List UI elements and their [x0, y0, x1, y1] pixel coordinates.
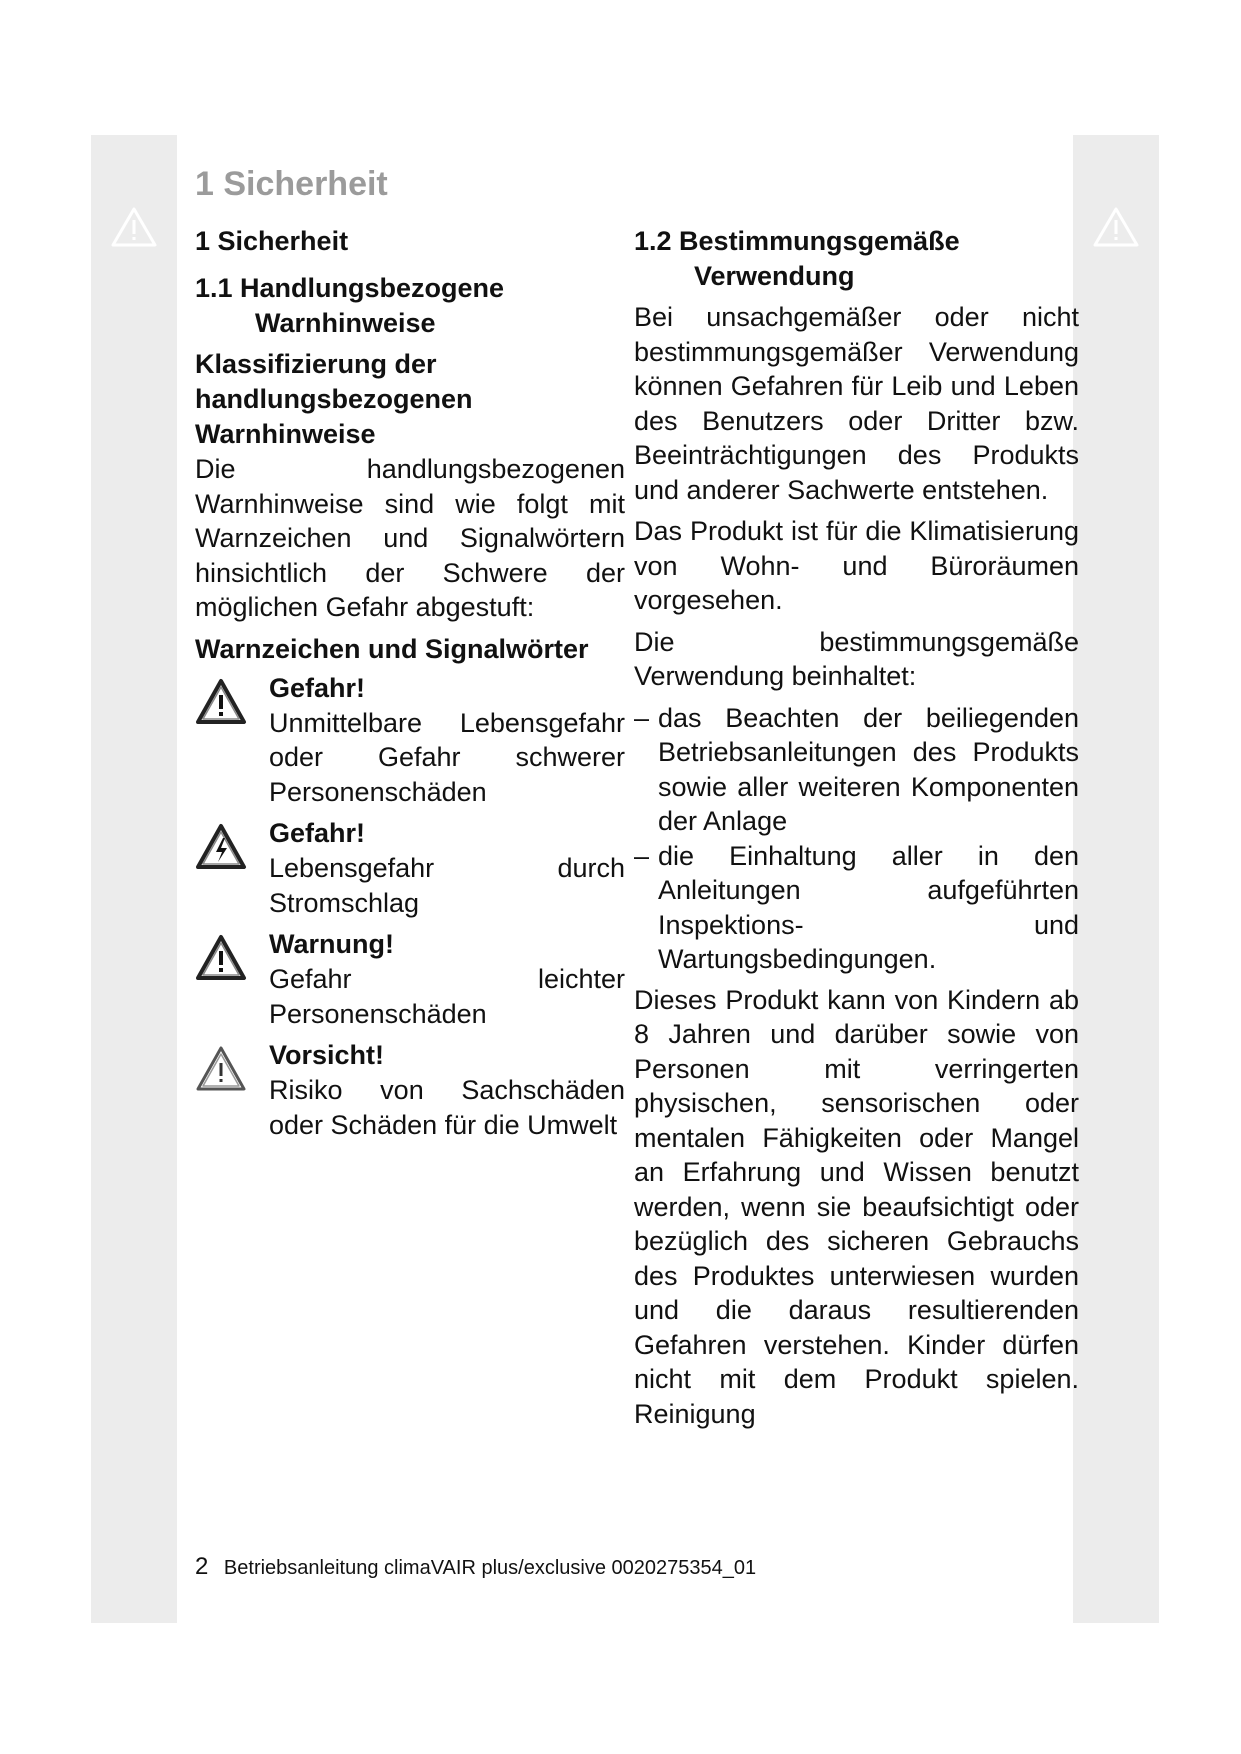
- page-footer: [195, 1553, 756, 1581]
- caution-triangle-icon: [195, 1045, 247, 1093]
- warning-text: Risiko von Sachschäden oder Schäden für die Umwelt: [269, 1075, 625, 1140]
- warning-title: Warnung!: [269, 929, 394, 959]
- warning-title: Gefahr!: [269, 672, 366, 703]
- intended-use-paragraph-1: Bei unsachgemäßer oder nicht bestimmungsgemäßer Verwendung können Gefahren für Leib und Leben des Benutzers oder Dritter bzw. Beeinträchtigungen des Produkts und anderer Sachwerte entstehen.: [634, 302, 1079, 505]
- intended-use-paragraph-2: Das Produkt ist für die Klimatisierung von Wohn- und Büroräumen vorgesehen.: [634, 516, 1079, 615]
- intended-use-paragraph-3: Die bestimmungsgemäße Verwendung beinhaltet:: [634, 626, 1079, 691]
- classification-text: Die handlungsbezogenen Warnhinweise sind wie folgt mit Warnzeichen und Signalwörtern hinsichtlich der Schwere der möglichen Gefahr abgestuft:: [195, 454, 625, 622]
- warning-triangle-icon: [1092, 205, 1140, 249]
- right-column: [634, 224, 1079, 1438]
- warning-item: [195, 671, 625, 810]
- signals-heading: Warnzeichen und Signalwörter: [195, 633, 589, 664]
- warning-text: Lebensgefahr durch Stromschlag: [269, 853, 625, 918]
- right-side-band: [1073, 135, 1159, 1623]
- danger-triangle-icon: [195, 678, 247, 726]
- warning-text: Gefahr leichter Personenschäden: [269, 964, 625, 1029]
- section-title: 1 Sicherheit: [195, 226, 349, 256]
- warning-triangle-icon: [110, 205, 158, 249]
- warning-triangle-icon: [195, 934, 247, 982]
- subsection-title-1-2: 1.2 Bestimmungsgemäße Verwendung: [634, 226, 960, 291]
- intended-use-list: [634, 701, 1079, 977]
- warning-item: [195, 927, 625, 1031]
- electric-shock-triangle-icon: [195, 823, 247, 871]
- list-item: – die Einhaltung aller in den Anleitungen aufgeführten Inspektions- und Wartungsbedingungen.: [634, 839, 1079, 977]
- page-number: 2: [195, 1553, 209, 1580]
- left-column: [195, 224, 625, 1149]
- list-item: – das Beachten der beiliegenden Betriebsanleitungen des Produkts sowie aller weiteren Komponenten der Anlage: [634, 701, 1079, 839]
- page-header-title: 1 Sicherheit: [195, 165, 388, 203]
- warning-title: Gefahr!: [269, 818, 366, 848]
- footer-text: Betriebsanleitung climaVAIR plus/exclusive 0020275354_01: [223, 1557, 757, 1579]
- left-side-band: [91, 135, 177, 1623]
- warning-item: [195, 1038, 625, 1142]
- subsection-title-1-1: 1.1 Handlungsbezogene Warnhinweise: [195, 273, 505, 338]
- warning-text: Unmittelbare Lebensgefahr oder Gefahr schwerer Personenschäden: [269, 707, 625, 807]
- classification-heading: Klassifizierung der handlungsbezogenen Warnhinweise: [195, 349, 473, 449]
- warning-title: Vorsicht!: [269, 1040, 385, 1070]
- intended-use-paragraph-4: Dieses Produkt kann von Kindern ab 8 Jahren und darüber sowie von Personen mit verringerten physischen, sensorischen oder mentalen Fähigkeiten oder Mangel an Erfahrung und Wissen benutzt werden, wenn sie beaufsichtigt oder bezüglich des sicheren Gebrauchs des Produktes unterwiesen wurden und die daraus resultierenden Gefahren verstehen. Kinder dürfen nicht mit dem Produkt spielen. Reinigung: [634, 984, 1079, 1429]
- warning-item: [195, 816, 625, 920]
